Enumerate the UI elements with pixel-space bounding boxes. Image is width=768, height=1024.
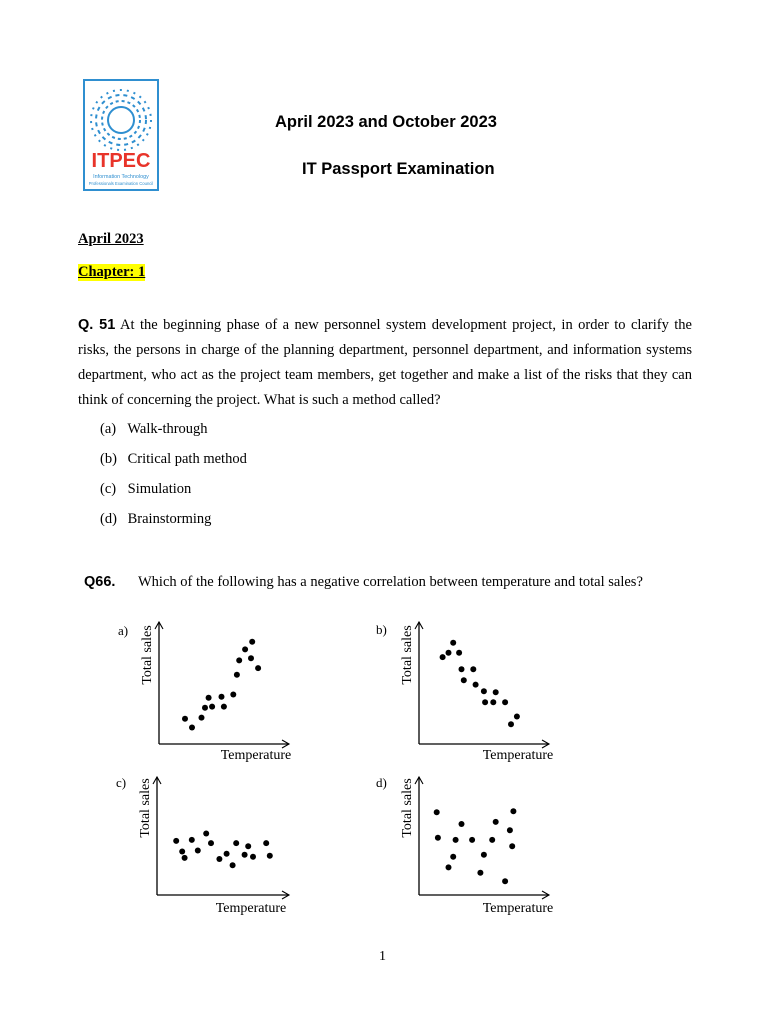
data-point	[456, 650, 462, 656]
panel-label: d)	[376, 775, 387, 790]
x-axis-label: Temperature	[482, 748, 554, 763]
data-point	[199, 715, 205, 721]
y-axis-label: Total sales	[140, 625, 155, 685]
data-point	[230, 692, 236, 698]
data-point	[477, 870, 483, 876]
data-point	[493, 819, 499, 825]
document-subtitle: IT Passport Examination	[302, 160, 495, 178]
option-letter: (c)	[100, 481, 117, 497]
data-point	[440, 654, 446, 660]
data-point	[236, 657, 242, 663]
option-text: Brainstorming	[127, 511, 212, 527]
data-point	[179, 849, 185, 855]
data-point	[224, 851, 230, 857]
data-point	[249, 639, 255, 645]
data-point	[461, 677, 467, 683]
x-axis-label: Temperature	[215, 901, 287, 916]
option-letter: (a)	[100, 421, 117, 437]
data-point	[514, 714, 520, 720]
data-point	[250, 854, 256, 860]
y-axis-label: Total sales	[400, 625, 415, 685]
data-point	[233, 840, 239, 846]
data-point	[502, 699, 508, 705]
data-point	[493, 689, 499, 695]
data-point	[470, 666, 476, 672]
question-51-text: At the beginning phase of a new personnel system development project, in order to clarify the risks, the persons in charge of the planning department, personnel department, and information systems department, who act as the project team members, get together and make a list of the risks that they can think of concerning the project. What is such a method called?	[78, 317, 692, 408]
data-point	[242, 852, 248, 858]
option-text: Simulation	[127, 481, 192, 497]
data-point	[459, 666, 465, 672]
data-point	[507, 827, 513, 833]
x-axis-label: Temperature	[220, 748, 292, 763]
data-point	[221, 704, 227, 710]
data-point	[508, 721, 514, 727]
data-point	[469, 837, 475, 843]
logo-subtitle-line1: Information Technology	[93, 174, 149, 180]
panel-label: a)	[118, 623, 129, 638]
data-point	[446, 864, 452, 870]
data-point	[450, 640, 456, 646]
option-letter: (d)	[100, 511, 117, 527]
data-point	[255, 665, 261, 671]
x-axis-label: Temperature	[482, 901, 554, 916]
chapter-heading: Chapter: 1	[78, 264, 146, 280]
data-point	[502, 878, 508, 884]
option-letter: (b)	[100, 451, 117, 467]
data-point	[453, 837, 459, 843]
data-point	[234, 672, 240, 678]
data-point	[481, 852, 487, 858]
data-point	[182, 855, 188, 861]
data-point	[216, 856, 222, 862]
scatter-plot-c	[116, 775, 289, 916]
option-text: Walk-through	[127, 421, 208, 437]
data-point	[434, 809, 440, 815]
logo-brand-text: ITPEC	[91, 150, 151, 172]
page-number: 1	[379, 949, 386, 964]
question-66-number: Q66.	[84, 574, 116, 590]
data-point	[202, 705, 208, 711]
scatter-plot-d	[376, 775, 553, 916]
data-point	[489, 837, 495, 843]
data-point	[473, 682, 479, 688]
data-point	[208, 840, 214, 846]
panel-label: c)	[116, 775, 127, 790]
question-51-number: Q. 51	[78, 317, 116, 333]
data-point	[182, 716, 188, 722]
data-point	[481, 688, 487, 694]
scatter-plot-a	[118, 622, 291, 763]
data-point	[189, 837, 195, 843]
data-point	[206, 695, 212, 701]
scatter-plot-b	[376, 622, 553, 763]
data-point	[219, 694, 225, 700]
data-point	[263, 840, 269, 846]
data-point	[446, 650, 452, 656]
y-axis-label: Total sales	[138, 778, 153, 838]
data-point	[267, 853, 273, 859]
session-heading: April 2023	[78, 231, 144, 247]
option-text: Critical path method	[127, 451, 247, 467]
data-point	[510, 808, 516, 814]
document-title: April 2023 and October 2023	[275, 113, 497, 131]
y-axis-label: Total sales	[400, 778, 415, 838]
data-point	[209, 704, 215, 710]
logo-subtitle-line2: Professionals Examination Council	[88, 181, 154, 186]
question-66-text: Which of the following has a negative correlation between temperature and total sales?	[138, 574, 643, 590]
data-point	[245, 843, 251, 849]
data-point	[482, 699, 488, 705]
data-point	[242, 646, 248, 652]
data-point	[509, 843, 515, 849]
data-point	[203, 831, 209, 837]
data-point	[459, 821, 465, 827]
data-point	[490, 699, 496, 705]
panel-label: b)	[376, 622, 387, 637]
data-point	[195, 848, 201, 854]
data-point	[230, 862, 236, 868]
data-point	[189, 725, 195, 731]
data-point	[173, 838, 179, 844]
data-point	[435, 835, 441, 841]
data-point	[450, 854, 456, 860]
data-point	[248, 655, 254, 661]
